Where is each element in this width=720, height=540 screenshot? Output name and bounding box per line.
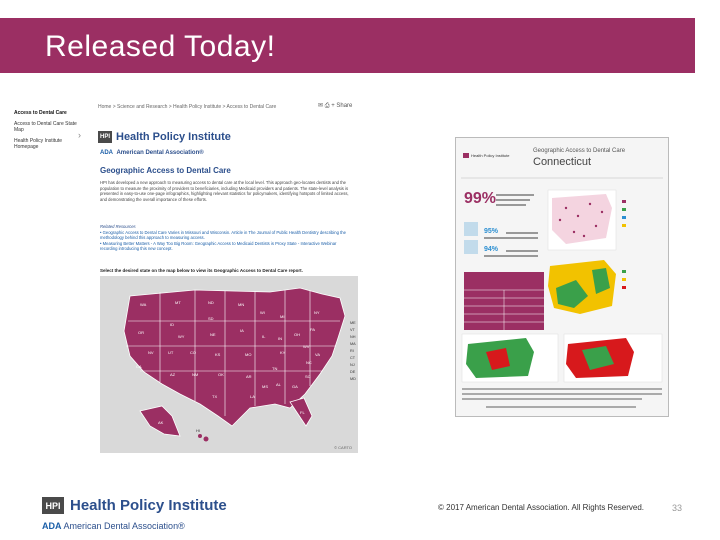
state-label: MS	[262, 384, 268, 389]
state-label: MT	[175, 300, 181, 305]
hpi-logo-mark: HPI	[98, 131, 112, 143]
footer-ada-mark: ADA	[42, 521, 62, 531]
northeast-labels	[350, 321, 356, 381]
state-label: IL	[262, 334, 266, 339]
intro-paragraph: HPI has developed a new approach to measuring access to dental care at the local level. This approach geo-locates dentists and the population to measure the proximity of providers to beneficiaries, including Medicaid providers and patients. The state-level analysis is presented in easy-to-use one-page infographics, highlighting relevant statistics for policymakers, identifying hotspots of limited access, and demonstrating the overall importance of these efforts.	[100, 180, 349, 202]
state-label: VA	[315, 352, 321, 357]
state-label: WA	[140, 302, 147, 307]
state-label: IN	[278, 336, 282, 341]
footer-hpi-name: Health Policy Institute	[70, 497, 227, 514]
state-label: AL	[276, 382, 281, 387]
share-toolbar[interactable]	[318, 102, 352, 110]
hpi-logo	[98, 130, 231, 144]
state-label: CA	[136, 364, 142, 369]
state-label: KS	[215, 352, 221, 357]
related-resources	[100, 224, 355, 252]
state-label: NV	[148, 350, 154, 355]
copyright-notice: © 2017 American Dental Association. All Rights Reserved.	[438, 503, 644, 512]
state-label: NH	[350, 335, 356, 339]
state-label: VT	[350, 328, 355, 332]
state-label: TX	[212, 394, 218, 399]
state-label: IA	[240, 328, 244, 333]
stat-94: 94%	[484, 246, 499, 253]
state-label: AR	[246, 374, 252, 379]
state-label: ID	[170, 322, 174, 327]
ada-logo-text: American Dental Association®	[116, 150, 204, 156]
website-sidebar	[14, 110, 84, 155]
state-label: PA	[310, 327, 316, 332]
ada-logo	[100, 150, 204, 156]
state-label: OH	[294, 332, 300, 337]
state-label: NM	[192, 372, 199, 377]
state-label: FL	[300, 410, 305, 415]
hpi-logo-text: Health Policy Institute	[116, 131, 231, 143]
sidebar-item-access[interactable]: Access to Dental Care	[14, 110, 67, 116]
state-label: WY	[178, 334, 185, 339]
state-label: TN	[272, 366, 278, 371]
state-label: WI	[260, 310, 265, 315]
footer-ada-logo	[42, 521, 185, 531]
state-label: ND	[208, 300, 214, 305]
state-label: SD	[208, 316, 214, 321]
state-label: MA	[350, 342, 356, 346]
infographic-state: Connecticut	[533, 156, 592, 168]
sidebar-item-hpi-home[interactable]: Health Policy Institute Homepage	[14, 138, 63, 150]
infographic-org: Health Policy Institute	[471, 153, 510, 158]
footer-ada-name: American Dental Association®	[63, 521, 185, 531]
related-title: Related Resources	[100, 224, 136, 229]
related-link[interactable]: • Measuring Better Matters - A Way Too Big Room: Geographic Access to Medicaid Dentists is Proxy State - Interactive Webinar recording introducing this new concept.	[100, 240, 337, 251]
ada-logo-mark: ADA	[100, 150, 113, 156]
map-instructions: Select the desired state on the map below to view its Geographic Access to Dental Care report.	[100, 268, 303, 273]
state-label: NJ	[350, 363, 355, 367]
state-label: OR	[138, 330, 144, 335]
contiguous-us-shape[interactable]	[124, 288, 345, 426]
related-link[interactable]: • Geographic Access to Dental Care Varies in Missouri and Wisconsin. Article in The Journal of Public Health Dentistry describing the methodology behind this approach to measuring access.	[100, 229, 346, 240]
state-label: DE	[350, 370, 356, 374]
ct-outline-dots	[552, 194, 612, 244]
stat-99: 99%	[464, 190, 497, 207]
page-number: 33	[672, 503, 683, 513]
state-label: OK	[218, 372, 224, 377]
state-label: GA	[292, 384, 298, 389]
state-label: MO	[245, 352, 252, 357]
infographic-thumbnail	[455, 137, 669, 417]
slide-title: Released Today!	[45, 30, 276, 63]
map-legend	[622, 200, 626, 289]
state-label: ME	[350, 321, 356, 325]
hawaii-shape[interactable]	[204, 437, 209, 442]
sidebar-item-state-map[interactable]: Access to Dental Care State Map	[14, 121, 77, 133]
state-label: AZ	[170, 372, 176, 377]
page-heading: Geographic Access to Dental Care	[100, 166, 231, 175]
state-label: UT	[168, 350, 174, 355]
hawaii-shape[interactable]	[198, 434, 202, 438]
chevron-right-icon[interactable]: ›	[78, 130, 81, 140]
stat-95: 95%	[484, 228, 499, 235]
state-label: SC	[305, 374, 311, 379]
state-label: CO	[190, 350, 196, 355]
map-credit: © CARTO	[334, 445, 352, 450]
footer-hpi-mark: HPI	[42, 497, 64, 514]
infographic-title: Geographic Access to Dental Care	[533, 148, 626, 154]
website-screenshot	[10, 98, 360, 458]
state-label: LA	[250, 394, 255, 399]
state-label: HI	[196, 428, 200, 433]
state-label: AK	[158, 420, 164, 425]
share-label[interactable]: Share	[336, 103, 353, 109]
state-label: MI	[280, 314, 285, 319]
footer-hpi-logo	[42, 497, 227, 514]
state-label: KY	[280, 350, 286, 355]
stat-icon-95	[464, 222, 478, 236]
us-state-map[interactable]	[100, 276, 358, 453]
state-label: NY	[314, 310, 320, 315]
state-label: RI	[350, 349, 354, 353]
share-icon[interactable]: +	[331, 103, 335, 109]
mail-icon[interactable]: ✉	[318, 103, 324, 109]
infographic-footnotes	[462, 388, 662, 408]
print-icon[interactable]: ⎙	[324, 103, 330, 109]
state-label: MD	[350, 377, 356, 381]
breadcrumb[interactable]: Home > Science and Research > Health Policy Institute > Access to Dental Care	[98, 104, 277, 110]
us-map-svg[interactable]	[100, 276, 358, 453]
state-label: NE	[210, 332, 216, 337]
stat-icon-94	[464, 240, 478, 254]
state-label: NC	[306, 360, 312, 365]
state-label: WV	[303, 344, 310, 349]
state-label: CT	[350, 356, 356, 360]
infographic-graphics	[456, 138, 668, 416]
state-label: MN	[238, 302, 245, 307]
